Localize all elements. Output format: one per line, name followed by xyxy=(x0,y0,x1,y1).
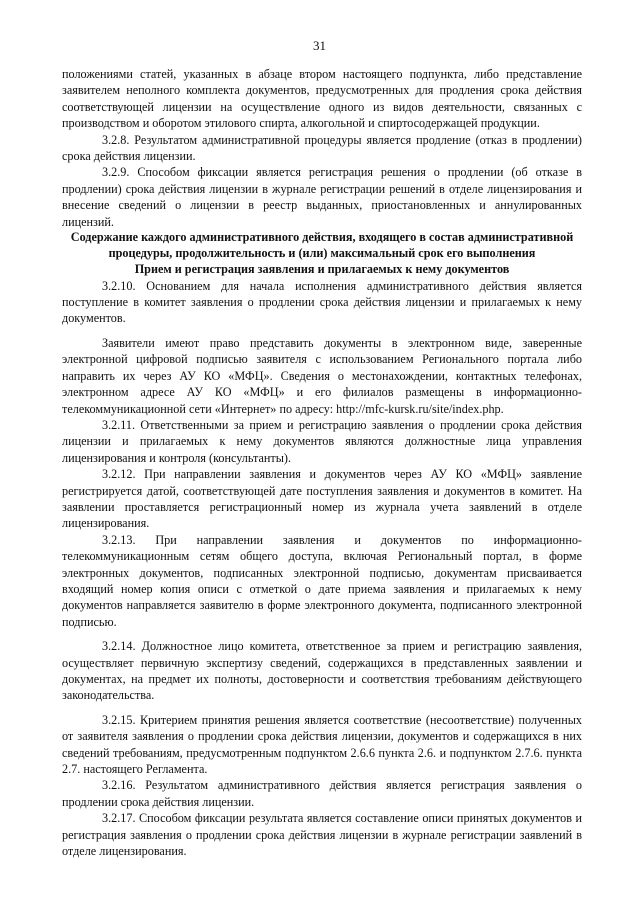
paragraph-3-2-14: 3.2.14. Должностное лицо комитета, ответственное за прием и регистрацию заявления, осуществляет первичную экспертизу сведений, содержащихся в представленных заявлении и документах, на предмет их полноты, достоверности и соответствия требованиям действующего законодательства. xyxy=(62,639,582,703)
document-body xyxy=(62,66,582,859)
paragraph-3-2-15: 3.2.15. Критерием принятия решения является соответствие (несоответствие) полученных от заявителя заявления о продлении срока действия лицензии, документов и содержащихся в них сведений требованиям, предусмотренным подпунктом 2.6.6 пункта 2.6. и подпунктом 2.7.6. пункта 2.7. настоящего Регламента. xyxy=(62,712,582,777)
paragraph-3-2-8: 3.2.8. Результатом административной процедуры является продление (отказ в продлении) срока действия лицензии. xyxy=(62,132,582,164)
paragraph-electronic-docs: Заявители имеют право представить документы в электронном виде, заверенные электронной цифровой подписью заявителя с использованием Регионального портала либо направить их через АУ КО «МФЦ». Сведения о местонахождении, контактных телефонах, электронном адресе АУ КО «МФЦ» и его филиалов размещены в информационно-телекоммуникационной сети «Интернет» по адресу: http://mfc-kursk.ru/site/index.php. xyxy=(62,335,582,416)
page-number: 31 xyxy=(313,38,326,53)
section-subheading: Прием и регистрация заявления и прилагаемых к нему документов xyxy=(134,262,510,277)
paragraph-3-2-13: 3.2.13. При направлении заявления и документов по информационно-телекоммуникационным сетям общего доступа, включая Региональный портал, в форме электронных документов, подписанных электронной подписью, документам присваивается входящий номер копия описи с отметкой о дате приема заявления и прилагаемых к нему документов направляется заявителю в форме электронного документа, подписанного электронной подписью. xyxy=(62,532,582,629)
paragraph-3-2-10: 3.2.10. Основанием для начала исполнения административного действия является поступление в комитет заявления о продлении срока действия лицензии и прилагаемых к нему документов. xyxy=(62,278,582,326)
paragraph-3-2-11: 3.2.11. Ответственными за прием и регистрацию заявления о продлении срока действия лицензии и прилагаемых к нему документов являются должностные лица управления лицензирования и контроля (консультанты). xyxy=(62,417,582,465)
paragraph-3-2-17: 3.2.17. Способом фиксации результата является составление описи принятых документов и регистрация заявления о продлении срока действия лицензии в журнале регистрации заявлений в отделе лицензирования. xyxy=(62,811,582,859)
paragraph: положениями статей, указанных в абзаце втором настоящего подпункта, либо представление заявителем неполного комплекта документов, предусмотренных для продления срока действия соответствующей лицензии на осуществление одного из видов деятельности, связанных с производством и оборотом этилового спирта, алкогольной и спиртосодержащей продукции. xyxy=(62,67,582,131)
paragraph-3-2-9: 3.2.9. Способом фиксации является регистрация решения о продлении (об отказе в продлении) срока действия лицензии в журнале регистрации решений в отделе лицензирования и внесение сведений о лицензии в реестр выданных, приостановленных и аннулированных лицензий. xyxy=(62,165,582,229)
section-heading: Содержание каждого административного действия, входящего в состав административной процедуры, продолжительность и (или) максимальный срок его выполнения xyxy=(70,230,574,260)
paragraph-3-2-16: 3.2.16. Результатом административного действия является регистрация заявления о продлении срока действия лицензии. xyxy=(62,778,582,809)
paragraph-3-2-12: 3.2.12. При направлении заявления и документов через АУ КО «МФЦ» заявление регистрируется датой, соответствующей дате поступления заявления и документов в комитет. На заявлении проставляется регистрационный номер из журнала учета заявлений в отделе лицензирования. xyxy=(62,467,582,531)
